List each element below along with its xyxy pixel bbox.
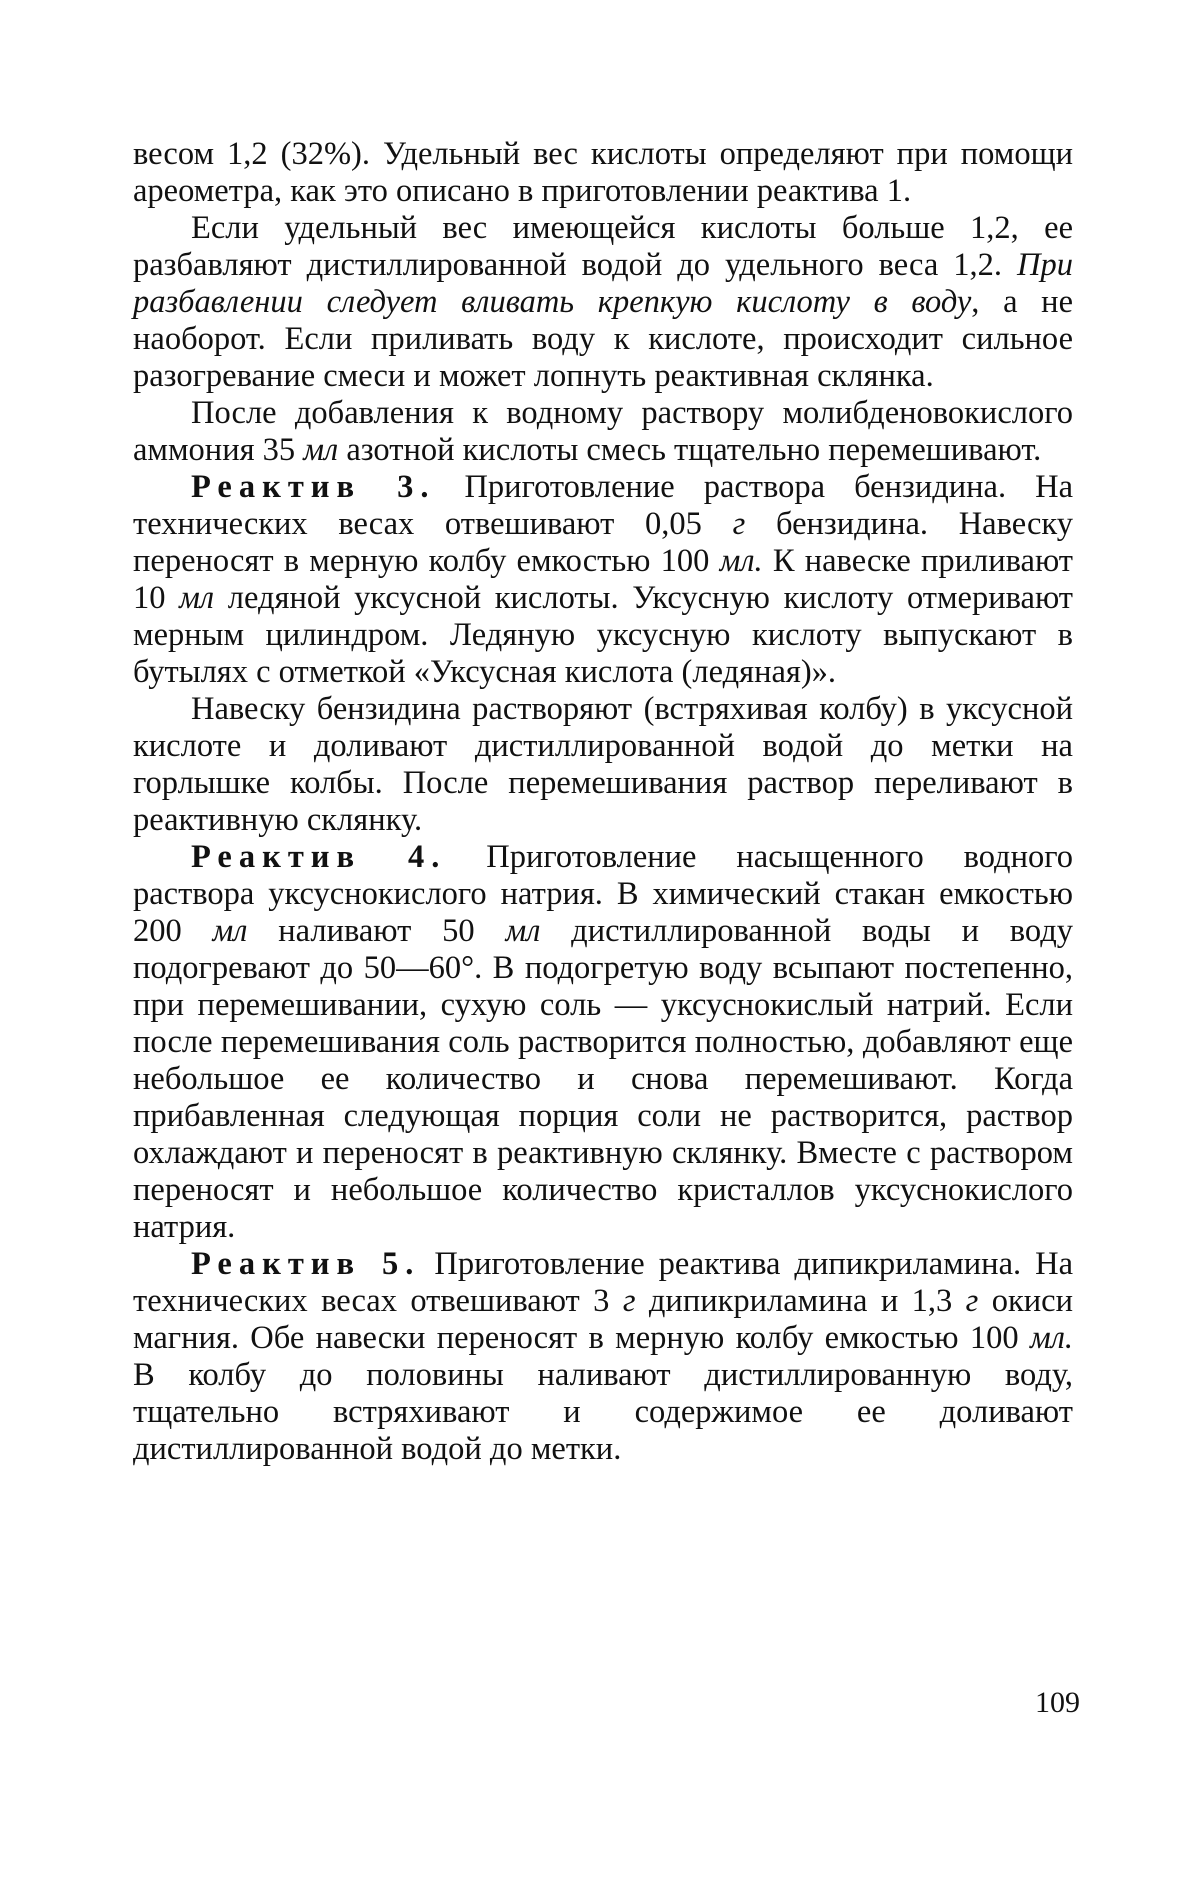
reagent-heading: Реактив 5. <box>191 1246 421 1282</box>
text-run: В колбу до половины наливают дистиллированную воду, тщательно встряхивают и содержимое ее доливают дистиллированной водой до метки. <box>133 1357 1073 1467</box>
text-run: К навеске приливают 10 <box>133 543 1073 616</box>
text-run: Приготовление реактива дипикриламина. На технических весах отвешивают 3 <box>133 1246 1073 1319</box>
text-run: Приготовление насыщенного водного раствора уксуснокислого натрия. В химический стакан емкостью 200 <box>133 839 1073 949</box>
unit-ml: мл <box>505 913 541 949</box>
paragraph-acid-dilution <box>133 210 1073 395</box>
text-run: азотной кислоты смесь тщательно перемешивают. <box>338 432 1042 468</box>
text-run: весом 1,2 (32%). Удельный вес кислоты определяют при помощи ареометра, как это описано в приготовлении реактива 1. <box>133 136 1073 209</box>
paragraph-benzidine-dissolve <box>133 691 1073 839</box>
text-run: наливают 50 <box>247 913 506 949</box>
unit-g: г <box>965 1283 979 1319</box>
unit-ml: мл. <box>719 543 763 579</box>
paragraph-continuation <box>133 136 1073 210</box>
text-run: окиси магния. Обе навески переносят в мерную колбу емкостью 100 <box>133 1283 1074 1356</box>
reagent-heading: Реактив 4. <box>191 839 447 875</box>
unit-g: г <box>622 1283 636 1319</box>
body-text <box>133 136 1073 1468</box>
paragraph-reagent-5 <box>133 1246 1073 1468</box>
text-run: Навеску бензидина растворяют (встряхивая колбу) в уксусной кислоте и доливают дистиллированной водой до метки на горлышке колбы. После перемешивания раствор переливают в реактивную склянку. <box>133 691 1073 838</box>
paragraph-reagent-4 <box>133 839 1073 1246</box>
page-number: 109 <box>1035 1686 1080 1719</box>
text-run: бензидина. Навеску переносят в мерную колбу емкостью 100 <box>133 506 1073 579</box>
text-run: , а не наоборот. Если приливать воду к кислоте, происходит сильное разогревание смеси и может лопнуть реактивная склянка. <box>133 284 1073 394</box>
text-run: После добавления к водному раствору молибденовокислого аммония 35 <box>133 395 1073 468</box>
unit-g: г <box>732 506 746 542</box>
paragraph-nitric-acid <box>133 395 1073 469</box>
reagent-heading: Реактив 3. <box>191 469 436 505</box>
text-run: Приготовление раствора бензидина. На технических весах отвешивают 0,05 <box>133 469 1073 542</box>
italic-warning: При разбавлении следует вливать крепкую кислоту в воду <box>133 247 1073 320</box>
text-run: дистиллированной воды и воду подогревают до 50—60°. В подогретую воду всыпают постепенно, при перемешивании, сухую соль — уксуснокислый натрий. Если после перемешивания соль растворится полностью, добавляют еще небольшое ее количество и снова перемешивают. Когда прибавленная следующая порция соли не растворится, раствор охлаждают и переносят в реактивную склянку. Вместе с раствором переносят и небольшое количество кристаллов уксуснокислого натрия. <box>133 913 1073 1245</box>
text-run: Если удельный вес имеющейся кислоты больше 1,2, ее разбавляют дистиллированной водой до удельного веса 1,2. <box>133 210 1073 283</box>
paragraph-reagent-3 <box>133 469 1073 691</box>
unit-ml: мл <box>303 432 339 468</box>
text-run: ледяной уксусной кислоты. Уксусную кислоту отмеривают мерным цилиндром. Ледяную уксусную кислоту выпускают в бутылях с отметкой «Уксусная кислота (ледяная)». <box>133 580 1074 690</box>
unit-ml: мл <box>179 580 215 616</box>
unit-ml: мл. <box>1029 1320 1073 1356</box>
text-run: дипикриламина и 1,3 <box>635 1283 966 1319</box>
unit-ml: мл <box>212 913 248 949</box>
